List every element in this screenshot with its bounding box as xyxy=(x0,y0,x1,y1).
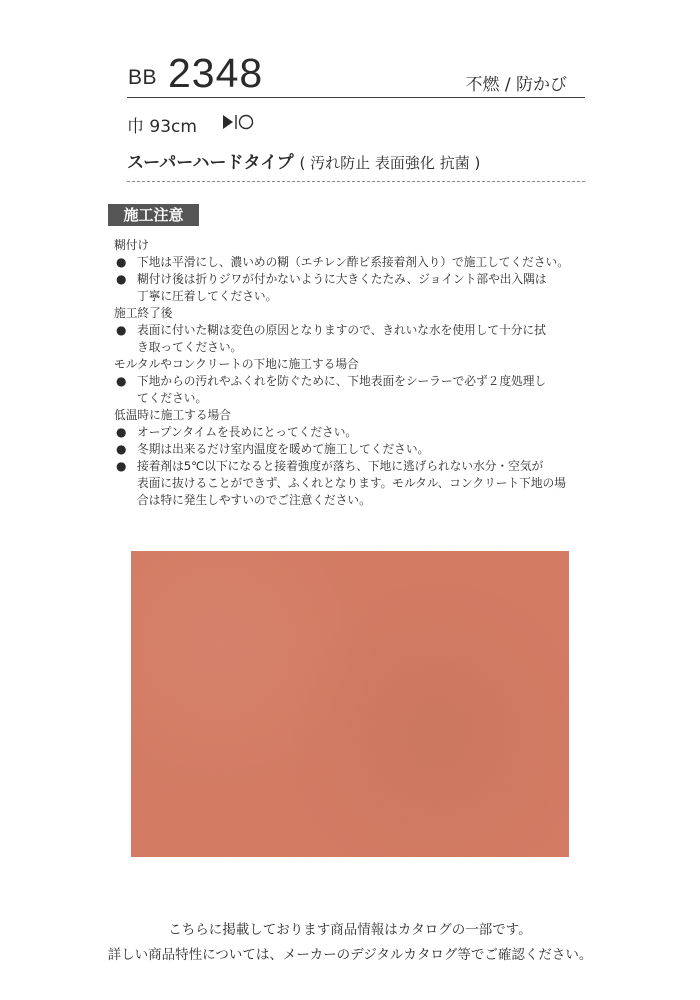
notes-item xyxy=(114,458,614,509)
notes-line: オープンタイムを長めにとってください。 xyxy=(137,425,358,439)
bullet-icon: ● xyxy=(116,374,127,388)
notes-item xyxy=(114,441,614,458)
notes-line: 丁寧に圧着してください。 xyxy=(137,289,278,303)
notes-item xyxy=(114,271,614,305)
roll-width: 巾 93cm xyxy=(127,117,197,137)
bullet-icon: ● xyxy=(116,459,127,473)
notes-line: てください。 xyxy=(137,391,208,405)
product-type: スーパーハードタイプ xyxy=(127,153,294,173)
dashed-divider xyxy=(127,181,585,182)
footer-note-1: こちらに掲載しております商品情報はカタログの一部です。 xyxy=(168,922,532,938)
swatch-texture xyxy=(131,551,569,857)
installation-notes xyxy=(114,237,614,509)
product-subtitle xyxy=(127,148,480,173)
notes-item xyxy=(114,322,614,356)
notes-heading: 糊付け xyxy=(114,238,150,252)
notes-item xyxy=(114,424,614,441)
notes-line: 下地からの汚れやふくれを防ぐために、下地表面をシーラーで必ず２度処理し xyxy=(137,374,547,388)
notes-line: 表面に付いた糊は変色の原因となりますので、きれいな水を使用して十分に拭 xyxy=(137,323,546,337)
notes-heading: モルタルやコンクリートの下地に施工する場合 xyxy=(114,357,359,371)
notes-line: 合は特に発生しやすいのでご注意ください。 xyxy=(137,493,371,507)
notes-heading: 低温時に施工する場合 xyxy=(114,408,231,422)
bullet-icon: ● xyxy=(116,442,127,456)
notes-line: 下地は平滑にし、濃いめの糊（エチレン酢ビ系接着剤入り）で施工してください。 xyxy=(137,255,569,269)
product-code-prefix: BB xyxy=(128,66,158,89)
bullet-icon: ● xyxy=(116,323,127,337)
footer-note-2: 詳しい商品特性については、メーカーのデジタルカタログ等でご確認ください。 xyxy=(107,947,593,963)
notes-line: 表面に抜けることができず、ふくれとなります。モルタル、コンクリート下地の場 xyxy=(137,476,566,490)
product-features: 不燃 / 防かび xyxy=(465,75,567,95)
installation-notes-badge: 施工注意 xyxy=(108,204,199,226)
bullet-icon: ● xyxy=(116,272,127,286)
notes-line: 冬期は出来るだけ室内温度を暖めて施工してください。 xyxy=(137,442,430,456)
product-code-number: 2348 xyxy=(168,50,264,96)
notes-line: 接着剤は5℃以下になると接着強度が落ち、下地に逃げられない水分・空気が xyxy=(137,459,544,473)
pattern-repeat-icon xyxy=(222,113,262,131)
bullet-icon: ● xyxy=(116,255,127,269)
notes-line: き取ってください。 xyxy=(137,340,243,354)
product-properties: ( 汚れ防止 表面強化 抗菌 ) xyxy=(299,154,481,172)
bullet-icon: ● xyxy=(116,425,127,439)
notes-line: 糊付け後は折りジワが付かないように大きくたたみ、ジョイント部や出入隅は xyxy=(137,272,547,286)
title-divider xyxy=(127,97,585,98)
notes-item xyxy=(114,254,614,271)
notes-heading: 施工終了後 xyxy=(114,306,173,320)
notes-item xyxy=(114,373,614,407)
